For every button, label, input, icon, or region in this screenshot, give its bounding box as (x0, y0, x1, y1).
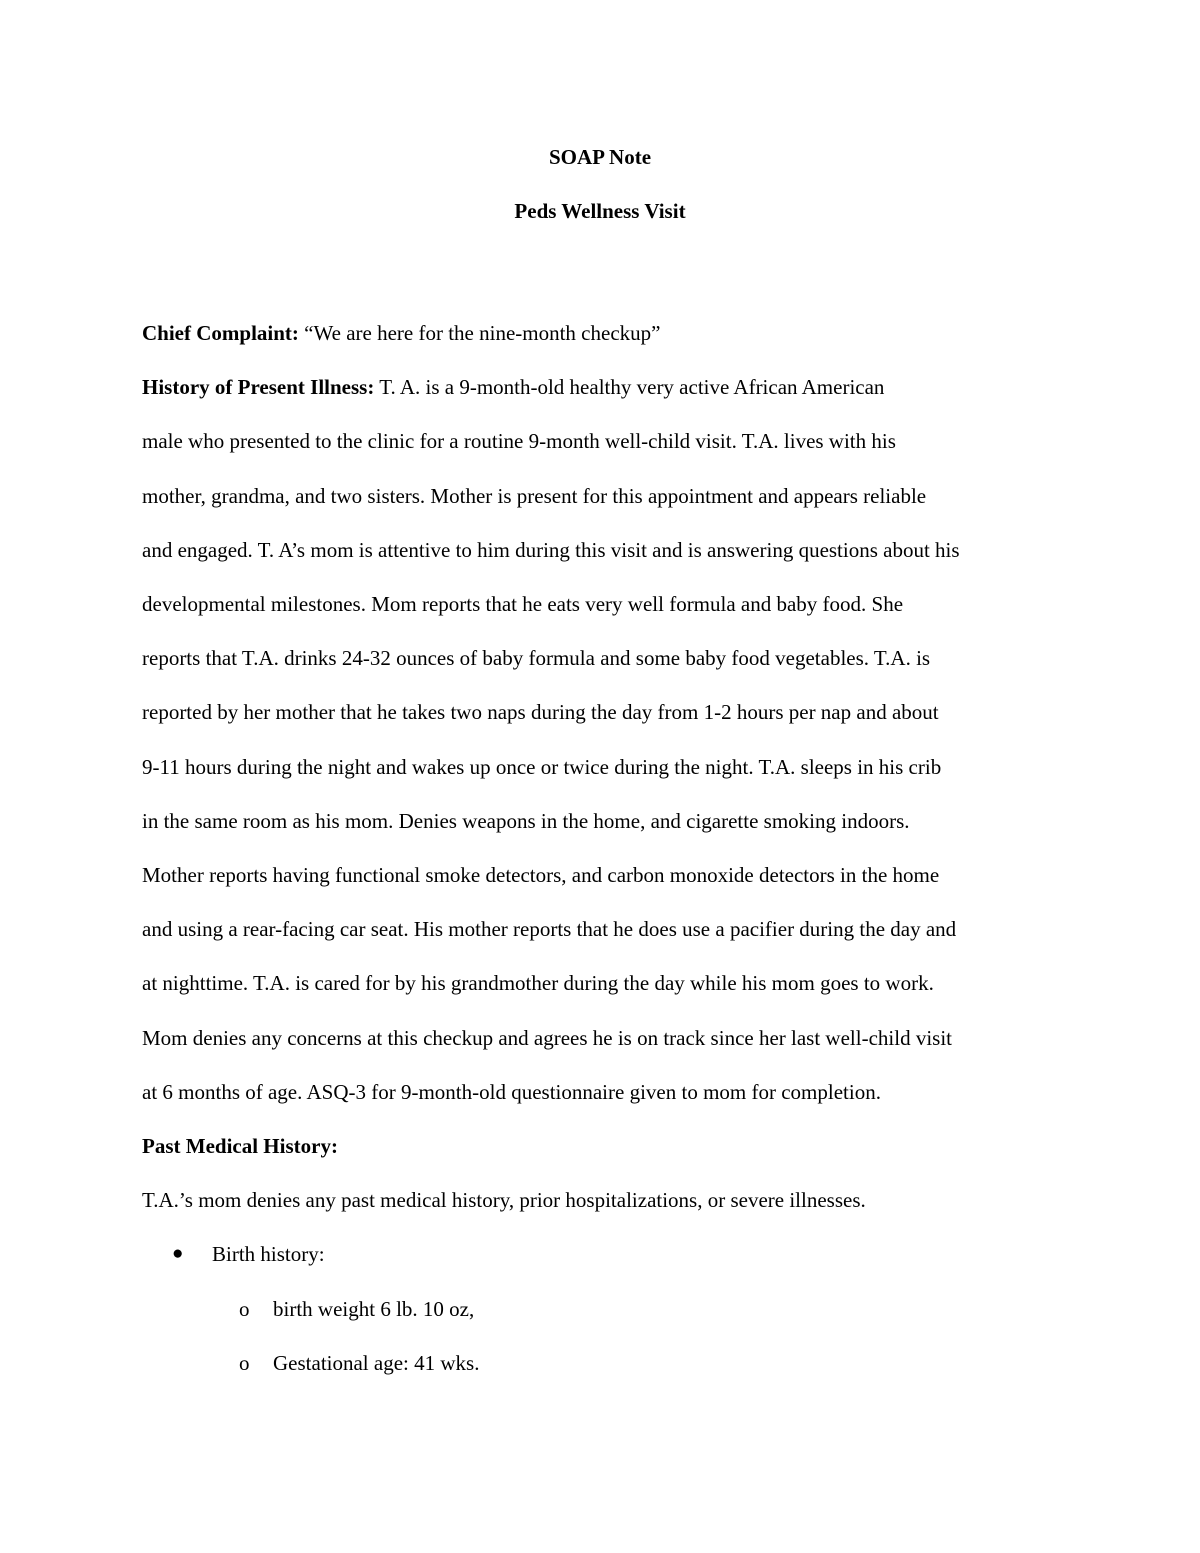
chief-complaint-text: “We are here for the nine-month checkup” (304, 321, 661, 345)
chief-complaint-paragraph (142, 306, 1072, 360)
hpi-line: developmental milestones. Mom reports that he eats very well formula and baby food. She (142, 592, 904, 617)
hpi-line: 9-11 hours during the night and wakes up once or twice during the night. T.A. sleeps in his crib (142, 754, 942, 779)
hpi-line: reports that T.A. drinks 24-32 ounces of baby formula and some baby food vegetables. T.A. is (142, 646, 931, 671)
chief-complaint-label: Chief Complaint: (142, 321, 299, 345)
pmh-heading: Past Medical History: (142, 1134, 338, 1159)
sub-list-item (142, 1282, 1072, 1336)
hpi-line: at nighttime. T.A. is cared for by his grandmother during the day while his mom goes to work. (142, 971, 934, 996)
hpi-line: in the same room as his mom. Denies weapons in the home, and cigarette smoking indoors. (142, 808, 910, 833)
hpi-line: mother, grandma, and two sisters. Mother is present for this appointment and appears reliable (142, 483, 927, 508)
pmh-text: T.A.’s mom denies any past medical history, prior hospitalizations, or severe illnesses. (142, 1188, 866, 1213)
document-subtitle: Peds Wellness Visit (514, 199, 686, 223)
circle-bullet-icon: o (239, 1350, 250, 1375)
hpi-line (142, 360, 1072, 414)
circle-bullet-icon: o (239, 1296, 250, 1321)
hpi-line: and using a rear-facing car seat. His mother reports that he does use a pacifier during the day and (142, 917, 957, 942)
hpi-label: History of Present Illness: (142, 375, 375, 400)
document-title: SOAP Note (548, 145, 652, 169)
document-body (142, 306, 1072, 1390)
gestational-age-text: Gestational age: 41 wks. (273, 1350, 480, 1375)
hpi-line-text: T. A. is a 9-month-old healthy very active African American (379, 375, 885, 400)
hpi-paragraph (142, 360, 1072, 1119)
hpi-line: and engaged. T. A’s mom is attentive to him during this visit and is answering questions about his (142, 537, 960, 562)
hpi-line: Mom denies any concerns at this checkup and agrees he is on track since her last well-child visit (142, 1025, 952, 1050)
hpi-line: reported by her mother that he takes two naps during the day from 1-2 hours per nap and about (142, 700, 939, 725)
hpi-line: Mother reports having functional smoke detectors, and carbon monoxide detectors in the home (142, 863, 940, 888)
hpi-line: at 6 months of age. ASQ-3 for 9-month-old questionnaire given to mom for completion. (142, 1079, 881, 1104)
sub-list-item (142, 1336, 1072, 1390)
birth-history-label: Birth history: (212, 1242, 325, 1267)
list-item (142, 1227, 1072, 1281)
hpi-line: male who presented to the clinic for a routine 9-month well-child visit. T.A. lives with his (142, 429, 896, 454)
birth-weight-text: birth weight 6 lb. 10 oz, (273, 1296, 475, 1321)
bullet-icon: ● (172, 1243, 184, 1265)
